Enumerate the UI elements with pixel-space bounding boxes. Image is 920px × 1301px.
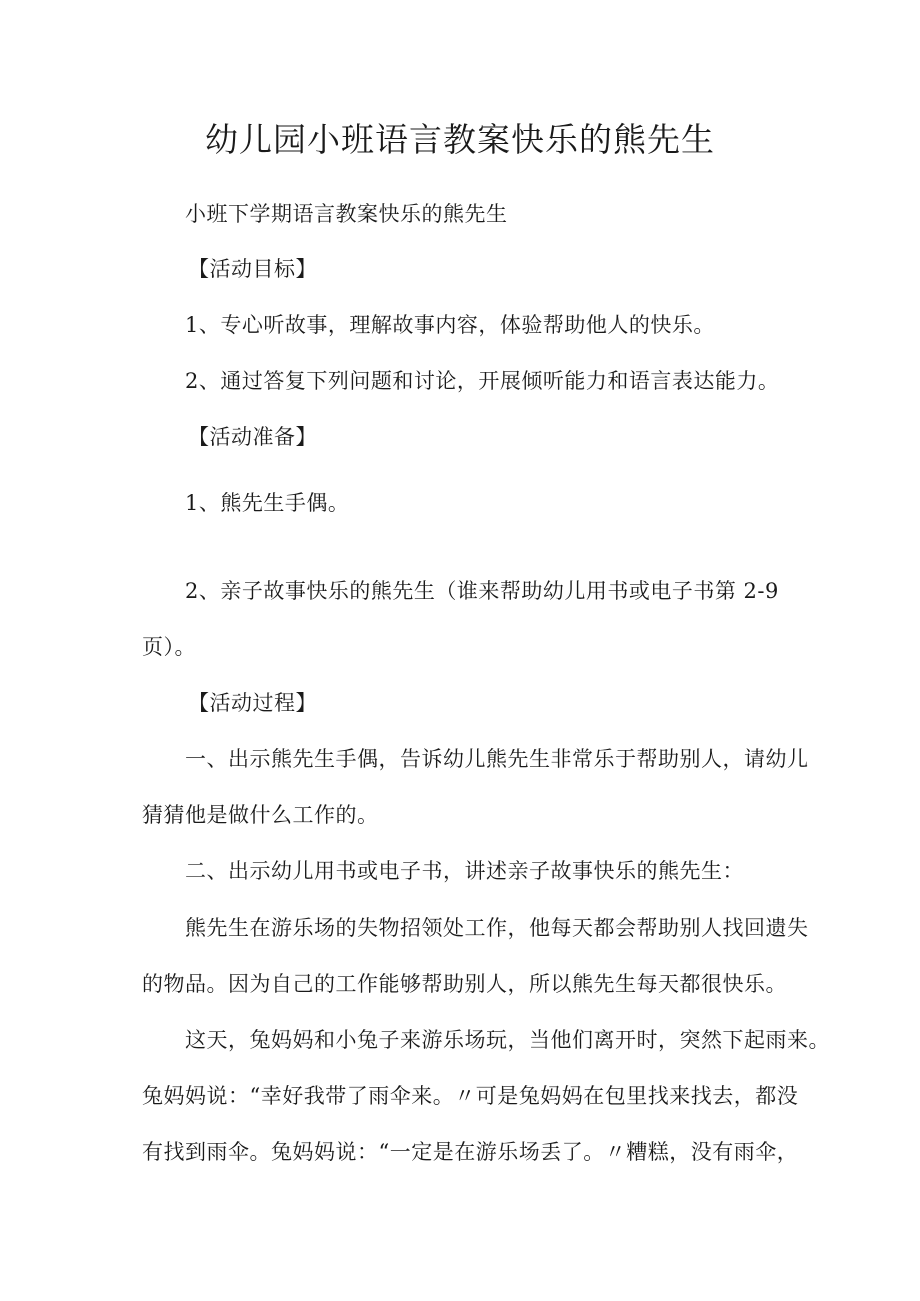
- goal-item-1: 1、专心听故事，理解故事内容，体验帮助他人的快乐。: [185, 313, 715, 337]
- section-heading-process: 【活动过程】: [188, 691, 317, 715]
- section-heading-goals: 【活动目标】: [188, 257, 317, 281]
- preparation-item-2: 2、亲子故事快乐的熊先生（谁来帮助幼儿用书或电子书第 2-9: [185, 579, 779, 603]
- goal-item-2: 2、通过答复下列问题和讨论，开展倾听能力和语言表达能力。: [185, 369, 780, 393]
- section-heading-preparation: 【活动准备】: [188, 425, 317, 449]
- subtitle-line: 小班下学期语言教案快乐的熊先生: [185, 202, 508, 226]
- story-paragraph-1-continued: 的物品。因为自己的工作能够帮助别人，所以熊先生每天都很快乐。: [142, 972, 787, 996]
- story-paragraph-1: 熊先生在游乐场的失物招领处工作，他每天都会帮助别人找回遗失: [185, 916, 809, 940]
- process-step-2: 二、出示幼儿用书或电子书，讲述亲子故事快乐的熊先生：: [185, 859, 744, 883]
- process-step-1-continued: 猜猜他是做什么工作的。: [142, 803, 379, 827]
- process-step-1: 一、出示熊先生手偶，告诉幼儿熊先生非常乐于帮助别人，请幼儿: [185, 747, 809, 771]
- preparation-item-1: 1、熊先生手偶。: [185, 491, 350, 515]
- preparation-item-2-continued: 页）。: [142, 635, 196, 659]
- story-paragraph-2-continued: 有找到雨伞。兔妈妈说：“一定是在游乐场丢了。〃糟糕，没有雨伞，: [142, 1140, 799, 1164]
- story-paragraph-2: 这天，兔妈妈和小兔子来游乐场玩，当他们离开时，突然下起雨来。: [185, 1028, 830, 1052]
- document-title: 幼儿园小班语言教案快乐的熊先生: [205, 120, 715, 159]
- story-paragraph-2-continued: 兔妈妈说：“幸好我带了雨伞来。〃可是兔妈妈在包里找来找去，都没: [142, 1084, 799, 1108]
